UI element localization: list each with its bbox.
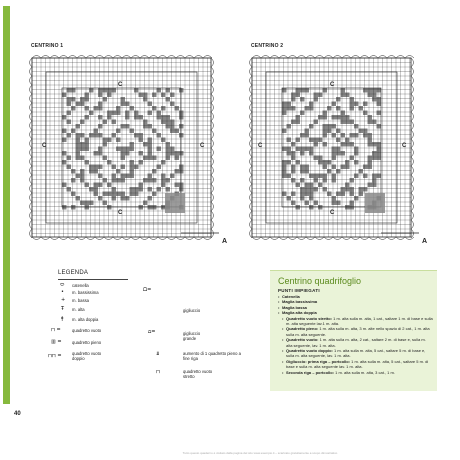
stitch-name: Maglia alta doppia	[282, 310, 317, 316]
legend-item: m. bassa	[72, 298, 89, 303]
legend-item: m. bassissima	[72, 290, 99, 295]
double-t-symbol-icon: ǂ	[61, 316, 64, 322]
increase-symbol-icon: ⫫	[156, 351, 159, 357]
sidebar-green-bar	[3, 6, 10, 404]
t-symbol-icon: Ŧ	[61, 306, 65, 312]
legend-item: m. alta doppia	[72, 317, 99, 322]
stitch-list-item	[278, 370, 433, 375]
stitch-name: Maglia bassissima	[282, 299, 318, 305]
footer-note: Tutto questo quaderno è visitato dalla pagina del sito www.esempio.it – scaricato gratuitamente a scopo dimostrativo	[182, 451, 338, 455]
chart-title-centrino-1: CENTRINO 1	[31, 43, 64, 49]
corner-label-c: C	[330, 82, 335, 88]
corner-label-c: C	[330, 210, 335, 216]
corner-label-c: C	[200, 143, 205, 149]
stitch-description: 1 m. alta sulla m. alta, 5 cat., saltare 5 m. di base e, sulla m. alta seguente, lav. 1 m. alta.	[286, 348, 426, 359]
legend-item: gigliuccio grande	[183, 331, 201, 341]
stitch-description: 1 m. alta sulla m. alta, 5 cat., saltare 5 m. di base e sulla m. alta seguente lav. 1 m. alta.	[286, 358, 429, 370]
legend-item: catenella	[72, 283, 89, 288]
legend-item: m. alta	[72, 307, 85, 312]
stitch-description: 1 m. alta sulla m. alta, 1 cat., saltare 1 m. di base e sulla m. alta seguente lav.1 m. alta.	[286, 315, 433, 327]
legend-title: LEGENDA	[58, 270, 89, 276]
lily-symbol-icon: ᗝ=	[143, 287, 152, 293]
stitch-description: 1 m. alta sulla m. alta, 2 cat., saltare 2 m. di base e, sulla m. alta seguente, lav. 1 m. alta.	[286, 337, 426, 348]
stitch-list-item	[278, 359, 433, 370]
legend-item: aumento di 1 quadretto pieno a fine riga	[183, 351, 241, 361]
corner-label-c: C	[258, 143, 263, 149]
page-number: 40	[14, 411, 21, 417]
stitch-description: 1 m. alta sulla m. alta, 3 m. alte nello spazio di 2 cat., 1 m. alta sulla m. alta seguente.	[286, 326, 430, 337]
legend-item: quadretto vuoto stretto	[183, 369, 213, 379]
large-lily-symbol-icon: ⩍=	[148, 329, 156, 335]
corner-label-c: C	[118, 82, 123, 88]
dot-symbol-icon: •	[61, 289, 64, 295]
arrow-label-a-1: A	[222, 238, 228, 245]
full-square-symbol-icon: ▥ =	[51, 339, 62, 345]
panel-title: Centrino quadrifoglio	[278, 276, 362, 286]
stitch-name: Maglia bassa	[282, 304, 307, 310]
stitch-list-item	[278, 326, 433, 337]
stitch-name: Gigliuccio: prima riga – portcollo:	[286, 358, 351, 364]
stitch-list-item	[278, 348, 433, 359]
sidebar-strip	[0, 0, 14, 460]
stitch-name: Quadretto vuoto:	[286, 337, 319, 343]
stitch-name: Quadretto vuoto stretto:	[286, 315, 332, 321]
stitch-list	[278, 294, 433, 375]
narrow-square-symbol-icon: ⊓	[156, 369, 160, 375]
legend-item: gigliuccio	[183, 308, 201, 313]
corner-label-c: C	[402, 143, 407, 149]
double-square-symbol-icon: ⊓⊓ =	[48, 353, 62, 359]
instructions-panel	[270, 270, 437, 391]
legend-item: quadretto vuoto	[72, 328, 102, 333]
chart-title-centrino-2: CENTRINO 2	[251, 43, 284, 49]
corner-label-c: C	[42, 143, 47, 149]
corner-label-c: C	[118, 210, 123, 216]
stitch-name: Catenella	[282, 294, 300, 299]
empty-square-symbol-icon: ⊓ =	[51, 327, 61, 333]
legend-item: quadretto vuoto doppio	[72, 351, 102, 361]
panel-subtitle: PUNTI IMPIEGATI	[278, 288, 320, 293]
stitch-list-item	[278, 316, 433, 327]
legend	[48, 270, 241, 390]
oval-symbol-icon: ⬭	[60, 282, 65, 288]
stitch-name: Quadretto pieno:	[286, 326, 319, 332]
stitch-description: 1 m. alta sulla m. alta, 3 cat., 1 m.	[334, 369, 395, 375]
legend-divider	[58, 279, 128, 280]
plus-symbol-icon: +	[61, 297, 66, 303]
stitch-list-item	[278, 337, 433, 348]
arrow-label-a-2: A	[422, 238, 428, 245]
stitch-name: Seconda riga – portcollo:	[286, 369, 335, 375]
legend-item: quadretto pieno	[72, 340, 102, 345]
stitch-name: Quadretto vuoto doppio:	[286, 348, 333, 354]
